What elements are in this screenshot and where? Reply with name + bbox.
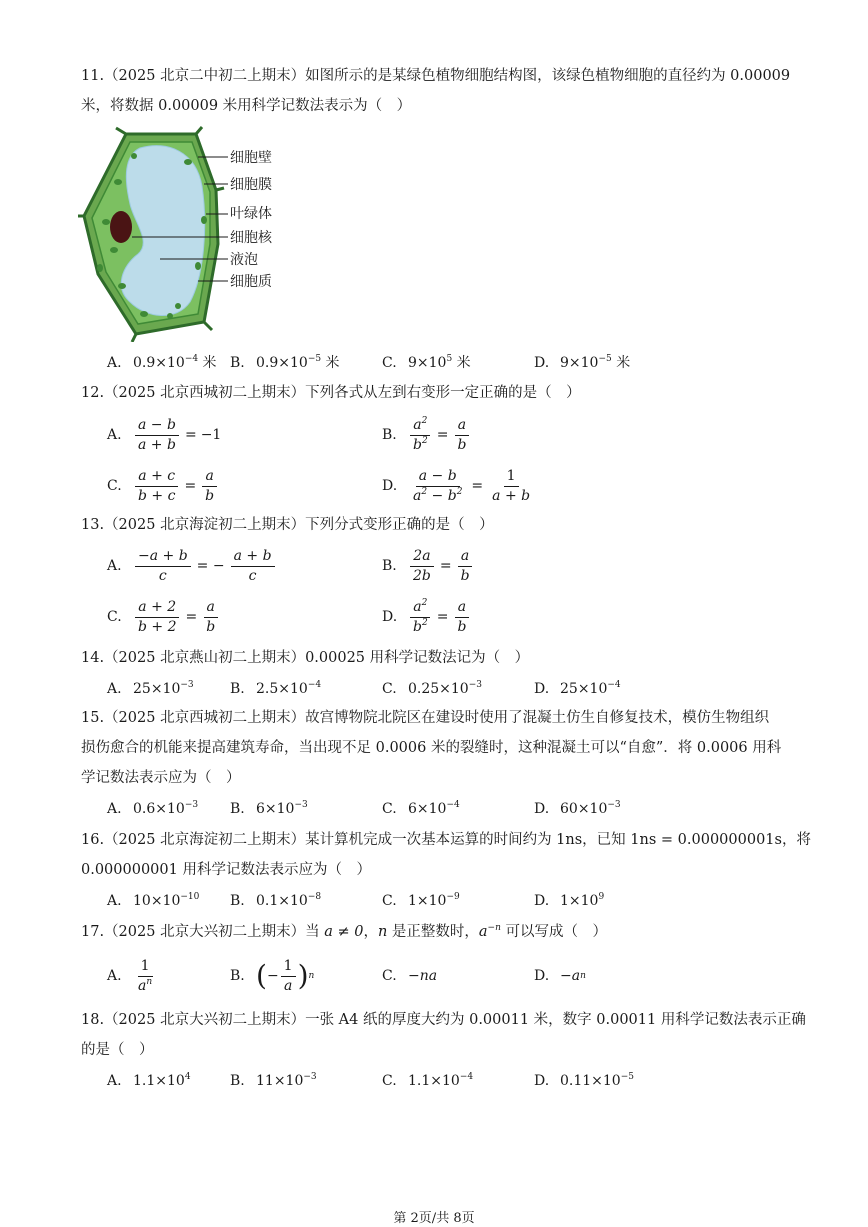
q14-stem: 14.（2025 北京燕山初二上期末）0.00025 用科学记数法记为（ ） xyxy=(81,650,530,666)
q17-choices xyxy=(0,953,868,999)
q17-choice-d[interactable]: D. −a n xyxy=(534,968,586,984)
page-footer: 第 2页/共 8页 xyxy=(393,1211,475,1226)
q18-choices xyxy=(0,1070,868,1092)
label-nucleus: 细胞核 xyxy=(230,230,272,246)
q11-choice-b[interactable]: B. $0.9\times 10^{-5}$ 米 xyxy=(230,354,340,371)
q16-choice-c[interactable]: C. $1\times 10^{-9}$ xyxy=(382,892,460,909)
q12-choice-a[interactable]: A. $\frac{a - b}{a + b}$ = −1 xyxy=(107,416,222,453)
q12-choices-row1 xyxy=(0,412,868,458)
nucleus-shape xyxy=(110,211,132,243)
q12-choice-d[interactable]: D. $\frac{a - b}{a^2 - b^2}$ = $\frac{1}{a + b}$ xyxy=(382,467,531,504)
q12-choice-b[interactable]: B. $\frac{a^2}{b^2}$ = $\frac{a}{b}$ xyxy=(382,412,471,458)
q17-choice-a[interactable]: A. $\frac{1}{a^n}$ xyxy=(107,957,153,994)
q13-choice-b[interactable]: B. $\frac{2a}{2b}$ = $\frac{a}{b}$ xyxy=(382,543,475,589)
q17-choice-c[interactable]: C. −na xyxy=(382,968,438,984)
q17-choice-b[interactable]: B. ( − $\frac{1}{a}$ ) n xyxy=(230,957,315,994)
q17-stem: 17.（2025 北京大兴初二上期末）当 a ≠ 0，n 是正整数时，$a^{-n}$ 可以写成（ ） xyxy=(81,923,607,940)
plant-cell-diagram xyxy=(78,126,310,342)
q11-choice-c[interactable]: C. $9\times 10^5$ 米 xyxy=(382,354,471,371)
q11-stem-line1: 11.（2025 北京二中初二上期末）如图所示的是某绿色植物细胞结构图，该绿色植物细胞的直径约为 0.00009 xyxy=(81,68,791,84)
label-vacuole: 液泡 xyxy=(230,252,258,268)
q18-choice-b[interactable]: B. $11\times 10^{-3}$ xyxy=(230,1072,317,1089)
q18-stem-line2: 的是（ ） xyxy=(81,1042,154,1058)
q13-choices-row2 xyxy=(0,594,868,640)
label-cell-membrane: 细胞膜 xyxy=(230,177,272,193)
q14-choice-c[interactable]: C. $0.25\times 10^{-3}$ xyxy=(382,680,482,697)
q11-choices xyxy=(0,352,868,374)
q13-choices-row1 xyxy=(0,543,868,589)
label-cytoplasm: 细胞质 xyxy=(230,274,272,290)
label-cell-wall: 细胞壁 xyxy=(230,150,272,166)
q15-choice-c[interactable]: C. $6\times 10^{-4}$ xyxy=(382,800,460,817)
q11-choice-d[interactable]: D. $9\times 10^{-5}$ 米 xyxy=(534,354,631,371)
q15-stem-line2: 损伤愈合的机能来提高建筑寿命，当出现不足 0.0006 米的裂缝时，这种混凝土可以“自愈”．将 0.0006 用科 xyxy=(81,740,782,756)
q12-stem: 12.（2025 北京西城初二上期末）下列各式从左到右变形一定正确的是（ ） xyxy=(81,385,581,401)
q12-choice-c[interactable]: C. $\frac{a + c}{b + c}$ = $\frac{a}{b}$ xyxy=(107,463,219,509)
q16-stem-line2: 0.000000001 用科学记数法表示应为（ ） xyxy=(81,862,371,878)
q11-choice-a[interactable]: A. $0.9\times 10^{-4}$ 米 xyxy=(107,354,217,371)
q15-stem-line1: 15.（2025 北京西城初二上期末）故宫博物院北院区在建设时使用了混凝土仿生自修复技术，模仿生物组织 xyxy=(81,710,770,726)
q16-choices xyxy=(0,890,868,912)
q15-stem-line3: 学记数法表示应为（ ） xyxy=(81,770,241,786)
q14-choice-b[interactable]: B. $2.5\times 10^{-4}$ xyxy=(230,680,322,697)
q18-choice-d[interactable]: D. $0.11\times 10^{-5}$ xyxy=(534,1072,634,1089)
q18-stem-line1: 18.（2025 北京大兴初二上期末）一张 A4 纸的厚度大约为 0.00011 米，数字 0.00011 用科学记数法表示正确 xyxy=(81,1012,806,1028)
q11-stem-line2: 米，将数据 0.00009 米用科学记数法表示为（ ） xyxy=(81,98,412,114)
q14-choice-d[interactable]: D. $25\times 10^{-4}$ xyxy=(534,680,621,697)
q16-choice-a[interactable]: A. $10\times 10^{-10}$ xyxy=(107,892,200,909)
q15-choice-d[interactable]: D. $60\times 10^{-3}$ xyxy=(534,800,621,817)
q13-choice-c[interactable]: C. $\frac{a + 2}{b + 2}$ = $\frac{a}{b}$ xyxy=(107,594,220,640)
q15-choices xyxy=(0,798,868,820)
q14-choices xyxy=(0,678,868,700)
q16-choice-b[interactable]: B. $0.1\times 10^{-8}$ xyxy=(230,892,322,909)
label-chloroplast: 叶绿体 xyxy=(230,206,272,222)
q16-choice-d[interactable]: D. $1\times 10^9$ xyxy=(534,892,605,909)
q13-stem: 13.（2025 北京海淀初二上期末）下列分式变形正确的是（ ） xyxy=(81,517,494,533)
q18-choice-c[interactable]: C. $1.1\times 10^{-4}$ xyxy=(382,1072,474,1089)
q16-stem-line1: 16.（2025 北京海淀初二上期末）某计算机完成一次基本运算的时间约为 1ns，已知 1ns = 0.000000001s，将 xyxy=(81,832,811,848)
q12-choices-row2 xyxy=(0,463,868,509)
q18-choice-a[interactable]: A. $1.1\times 10^4$ xyxy=(107,1072,191,1089)
q13-choice-d[interactable]: D. $\frac{a^2}{b^2}$ = $\frac{a}{b}$ xyxy=(382,594,471,640)
q14-choice-a[interactable]: A. $25\times 10^{-3}$ xyxy=(107,680,194,697)
q13-choice-a[interactable]: A. $\frac{-a + b}{c}$ = − $\frac{a + b}{c}$ xyxy=(107,543,277,589)
q15-choice-b[interactable]: B. $6\times 10^{-3}$ xyxy=(230,800,308,817)
q15-choice-a[interactable]: A. $0.6\times 10^{-3}$ xyxy=(107,800,199,817)
